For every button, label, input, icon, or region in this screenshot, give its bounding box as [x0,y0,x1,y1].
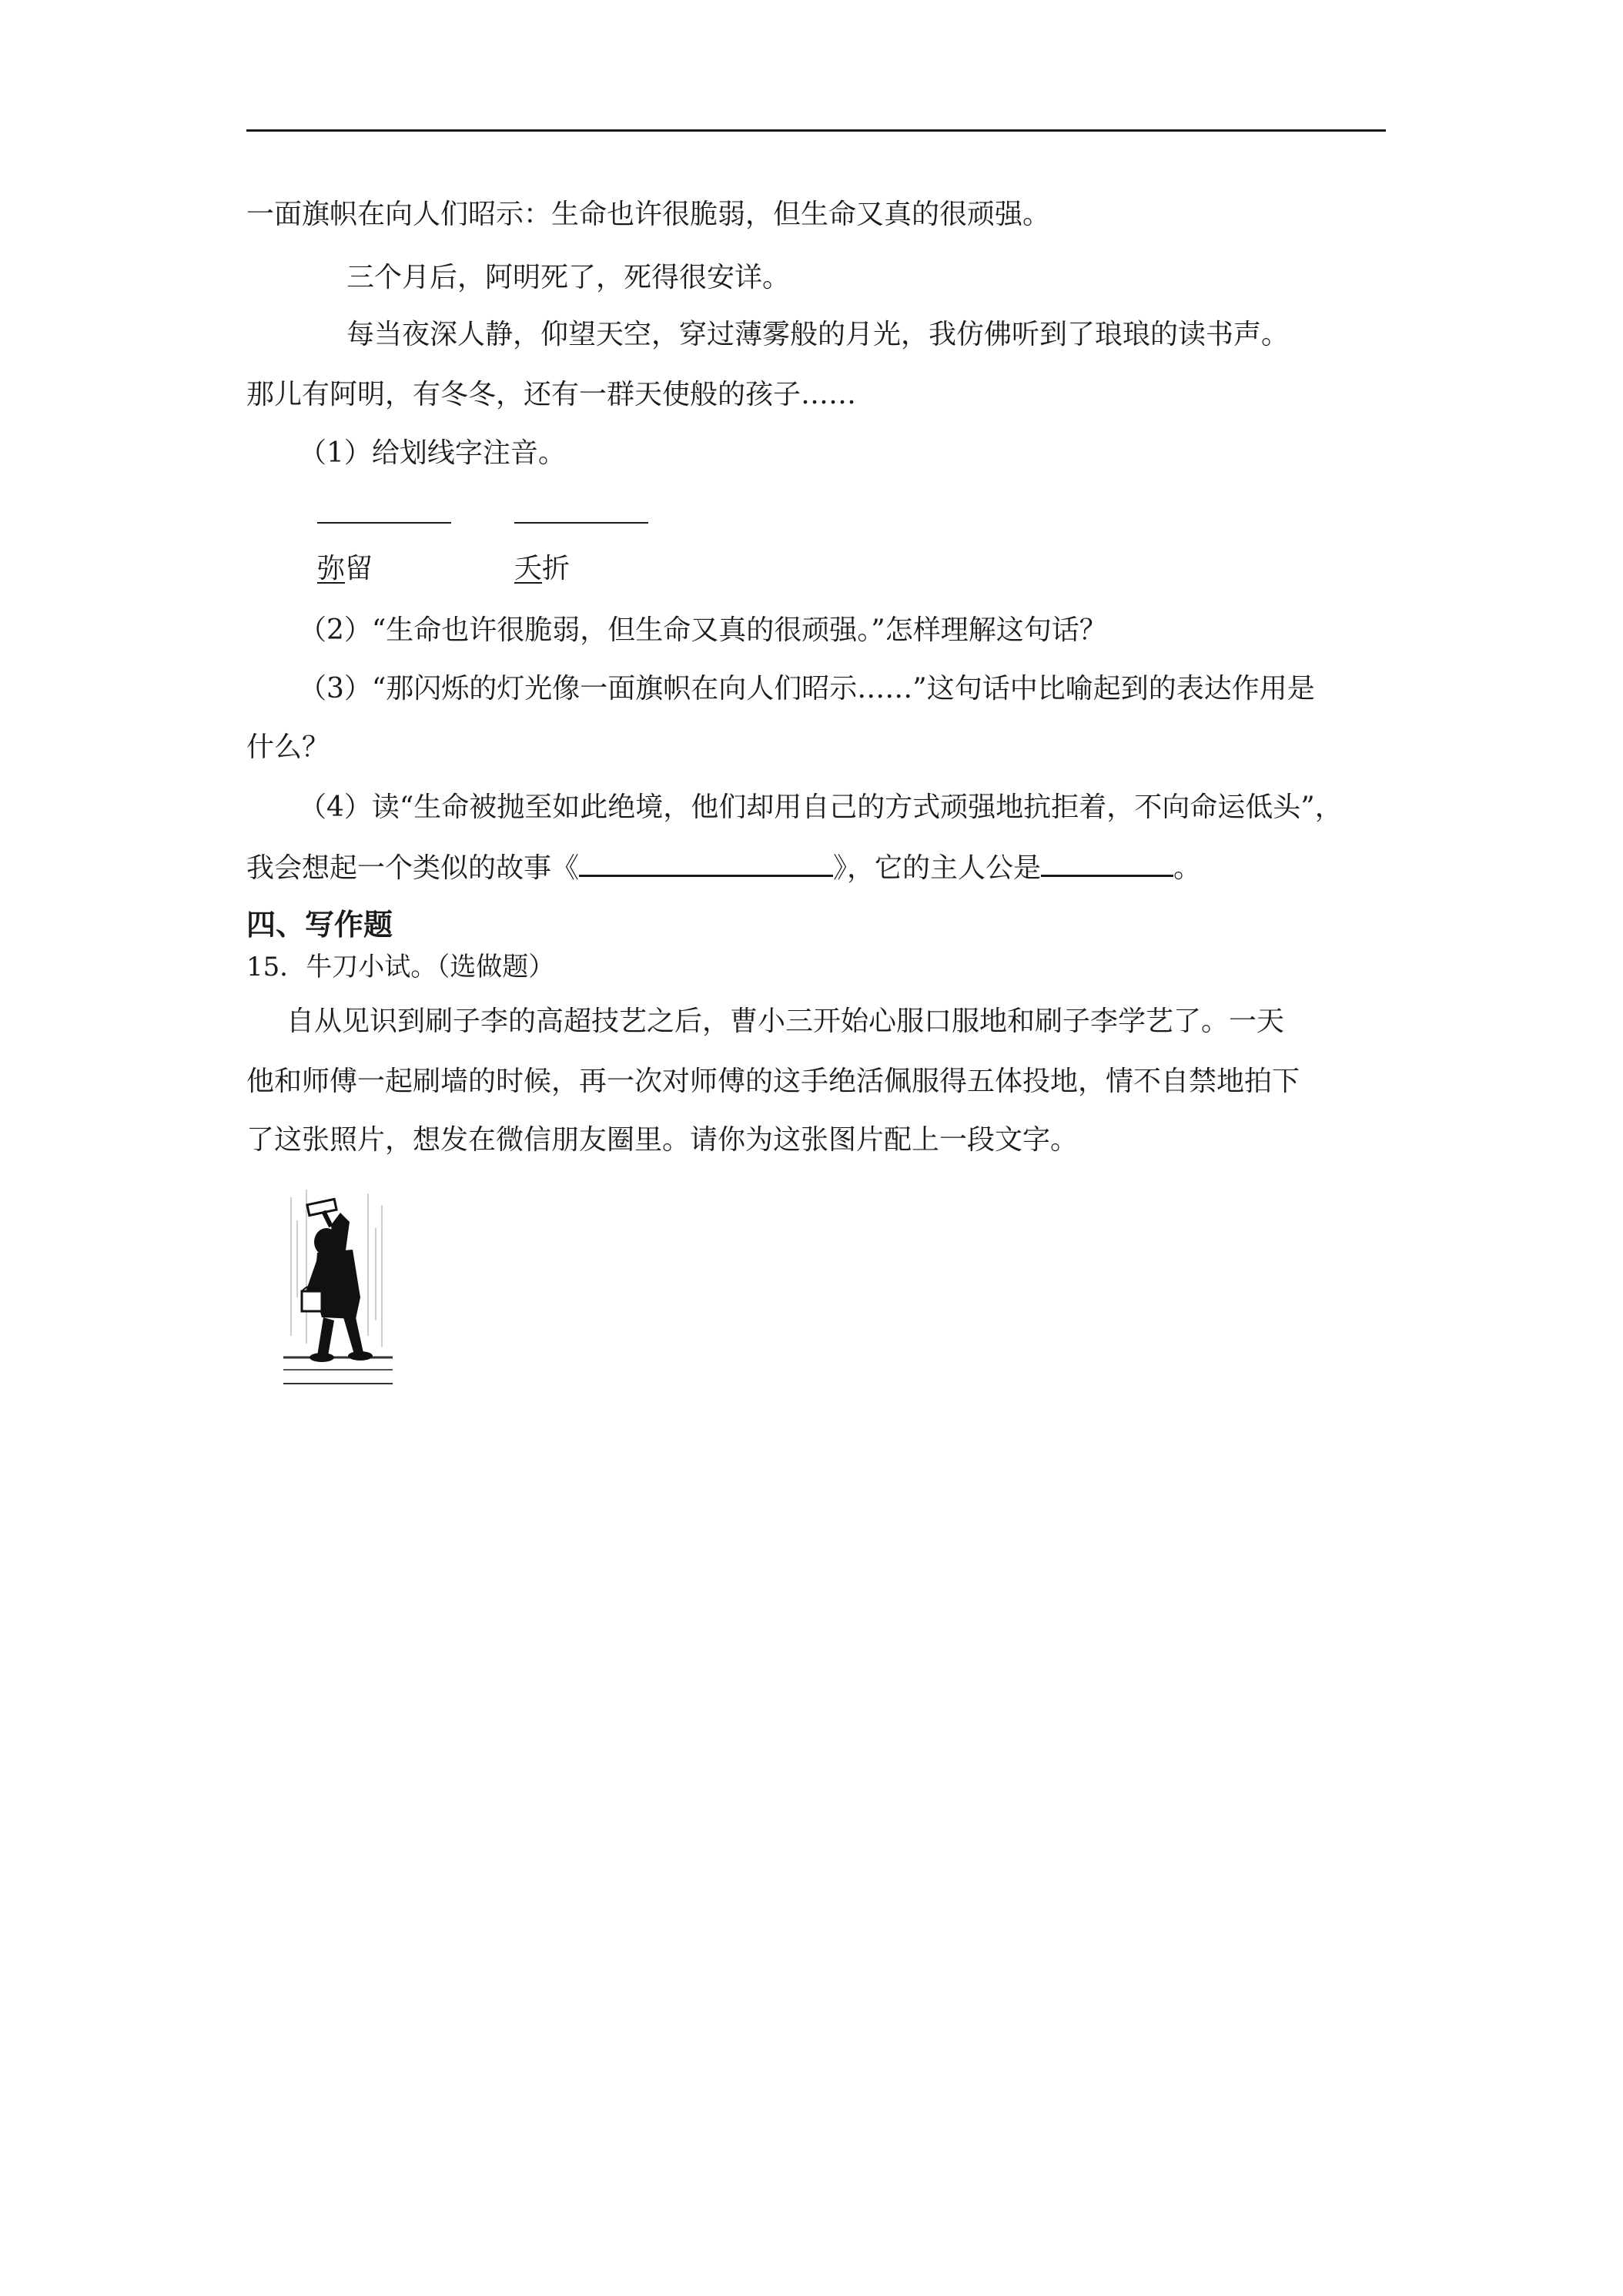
underlined-char: 夭 [514,553,543,584]
underlined-word-2 [514,551,570,587]
passage-line: 一面旗帜在向人们昭示：生命也许很脆弱，但生命又真的很顽强。 [246,199,1051,230]
question-1: （1）给划线字注音。 [299,437,566,469]
protagonist-blank[interactable] [1041,848,1173,877]
q4-text-b: 》，它的主人公是 [833,852,1042,884]
pinyin-answer-blank-2[interactable] [514,522,648,524]
q4-text-a: 我会想起一个类似的故事《 [246,852,580,884]
passage-line: 那儿有阿明，有冬冬，还有一群天使般的孩子…… [246,379,857,410]
q4-text-c: 。 [1173,852,1202,884]
pinyin-answer-blank-1[interactable] [317,522,451,524]
underlined-word-1 [317,551,373,587]
question-4: （4）读“生命被抛至如此绝境，他们却用自己的方式顽强地抗拒着，不向命运低头”， [299,792,1343,823]
question-3-cont: 什么？ [246,731,330,763]
word-rest: 留 [345,553,373,584]
question-15-title: 15．牛刀小试。（选做题） [246,952,555,982]
q15-paragraph-line: 了这张照片，想发在微信朋友圈里。请你为这张图片配上一段文字。 [246,1124,1079,1156]
word-rest: 折 [542,553,571,584]
passage-line: 三个月后，阿明死了，死得很安详。 [346,262,791,293]
question-2: （2）“生命也许很脆弱，但生命又真的很顽强。”怎样理解这句话？ [299,614,1107,646]
passage-line: 每当夜深人静，仰望天空，穿过薄雾般的月光，我仿佛听到了琅琅的读书声。 [346,319,1290,350]
question-4-cont [246,848,1201,886]
underlined-char: 弥 [317,553,346,584]
section-title: 四、写作题 [246,908,393,942]
question-3: （3）“那闪烁的灯光像一面旗帜在向人们昭示……”这句话中比喻起到的表达作用是 [299,673,1315,705]
header-rule [246,129,1386,132]
story-title-blank[interactable] [579,848,833,877]
painter-brushing-wall-illustration [283,1182,393,1388]
q15-paragraph-line: 自从见识到刷子李的高超技艺之后，曹小三开始心服口服地和刷子李学艺了。一天 [286,1006,1285,1037]
q15-paragraph-line: 他和师傅一起刷墙的时候，再一次对师傅的这手绝活佩服得五体投地，情不自禁地拍下 [246,1066,1300,1097]
